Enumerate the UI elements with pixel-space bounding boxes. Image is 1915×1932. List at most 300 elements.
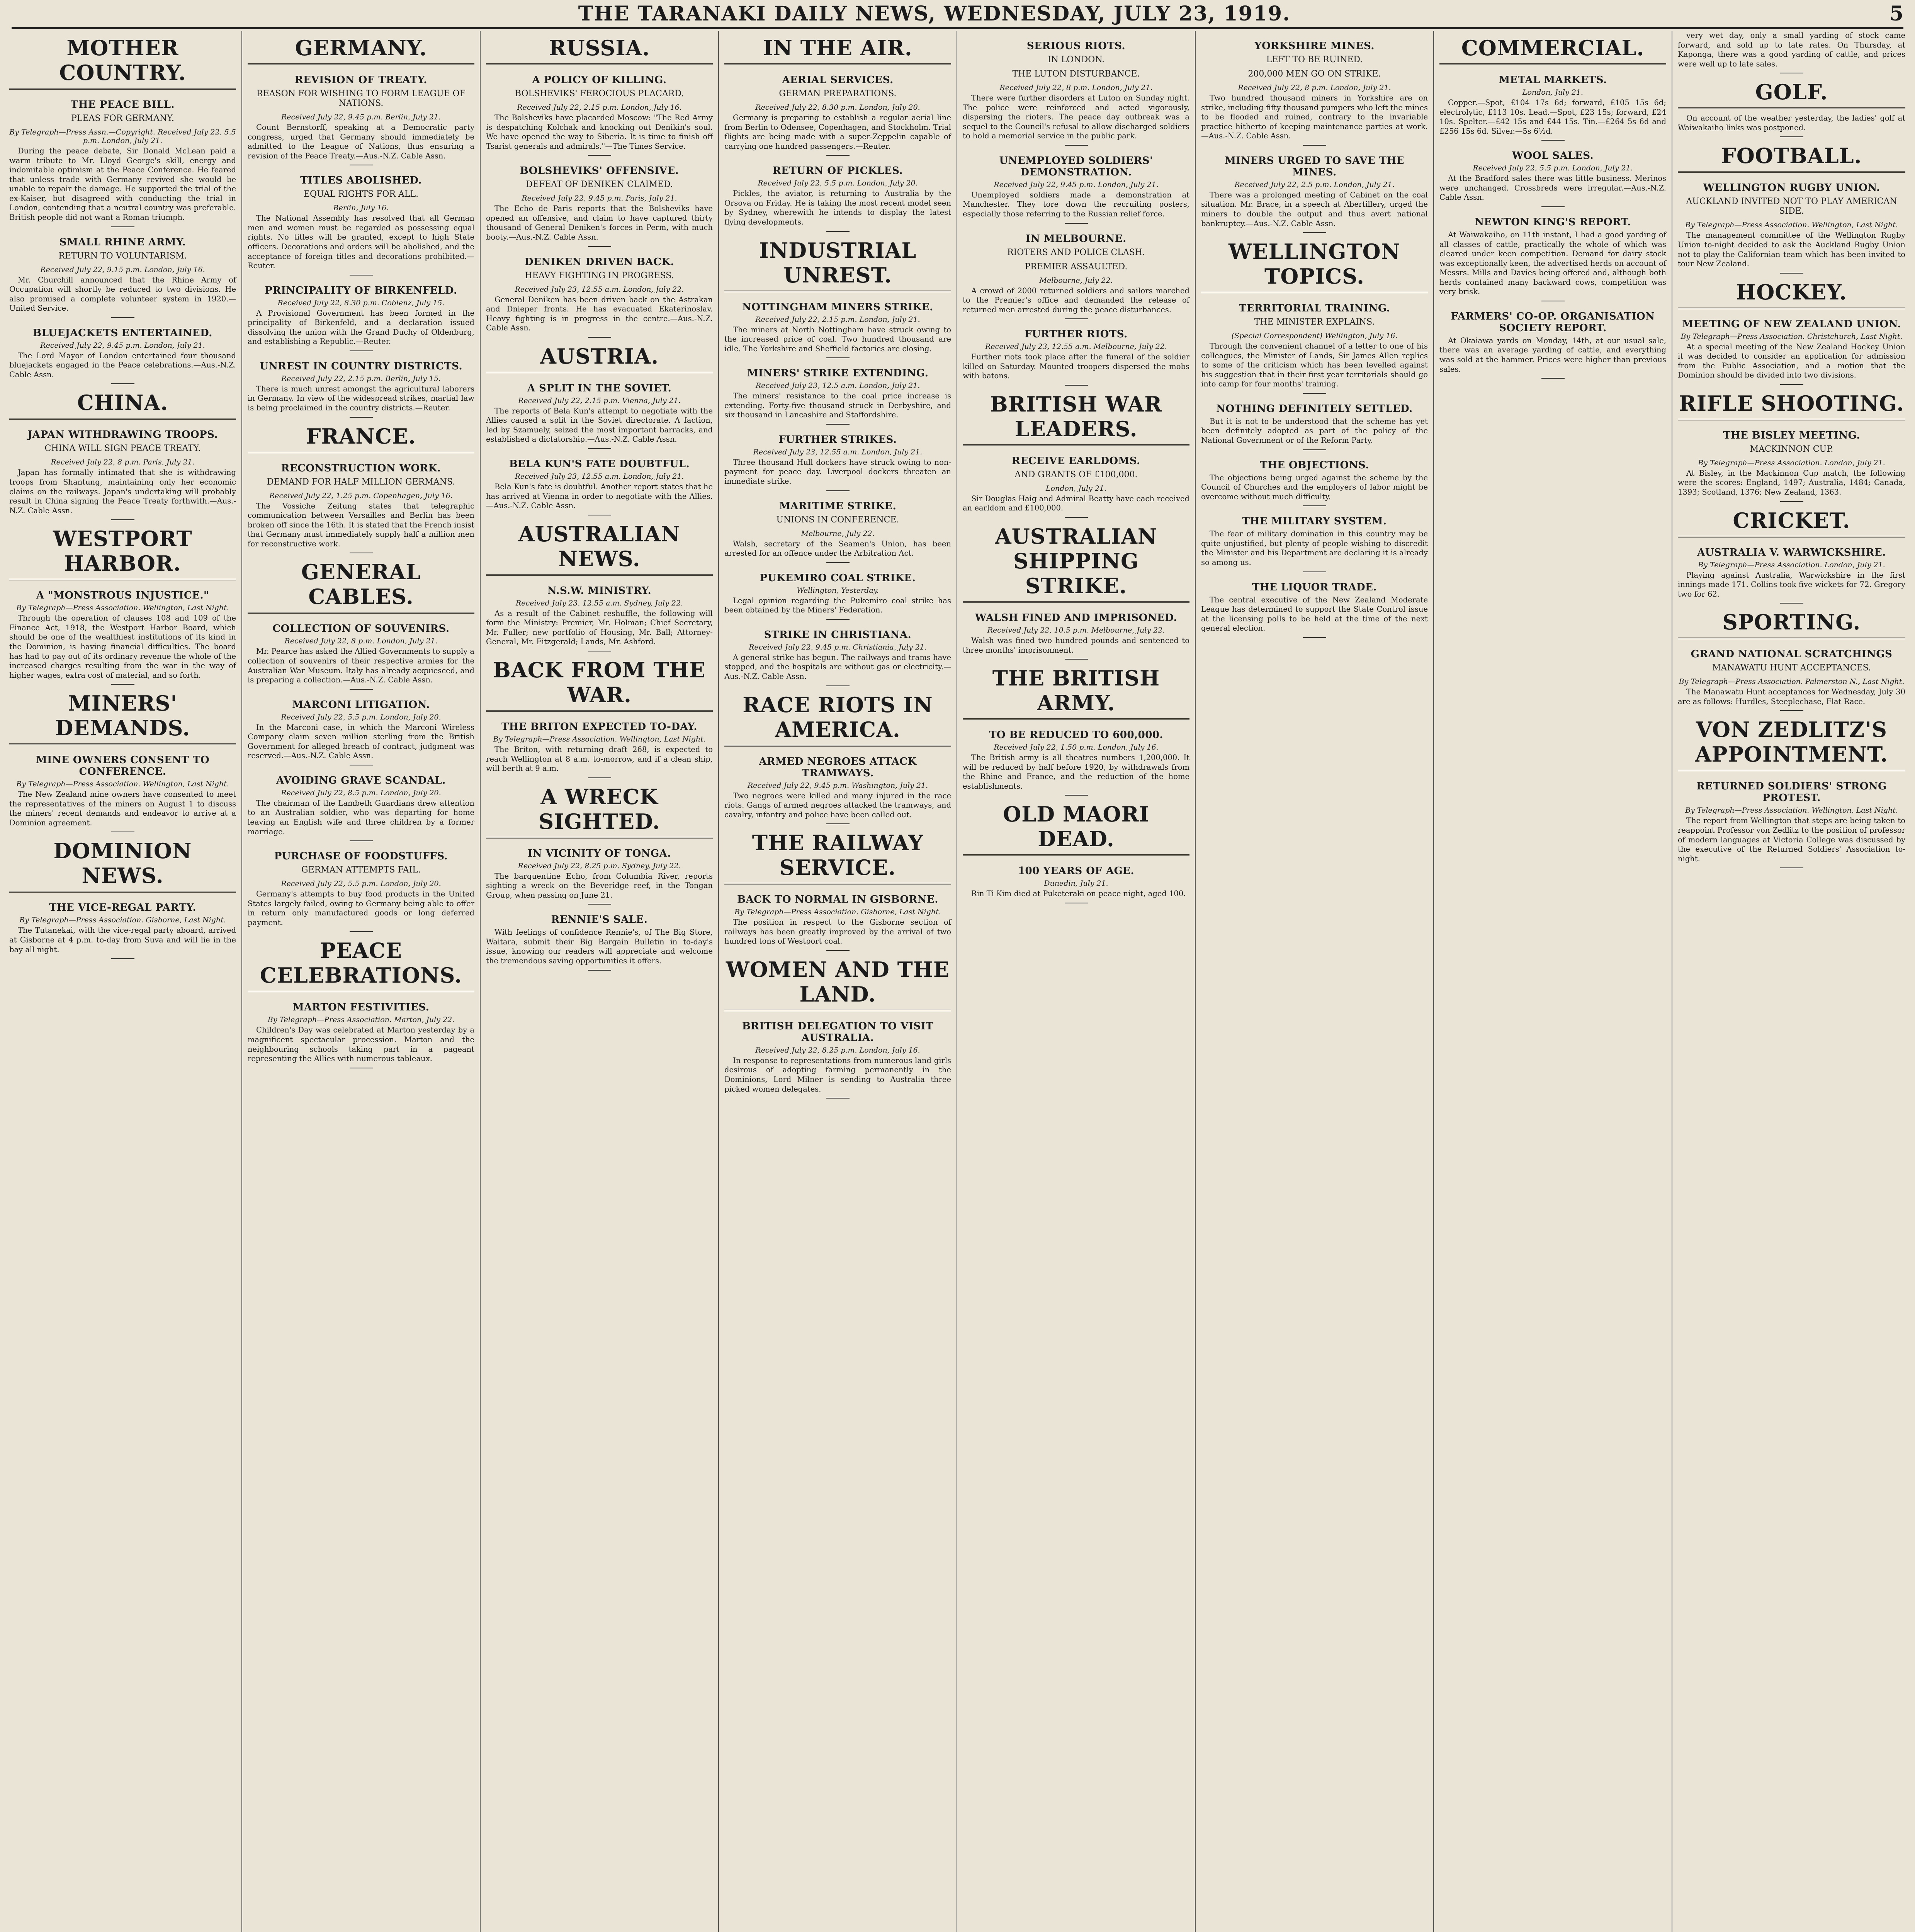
dateline: Received July 23, 12.55 a.m. Sydney, July 22. (515, 599, 683, 607)
article-subheading: PRINCIPALITY OF BIRKENFELD. (265, 284, 457, 296)
article (1201, 403, 1428, 450)
section-heading: RIFLE SHOOTING. (1678, 389, 1905, 420)
article-body: The Manawatu Hunt acceptances for Wednesday, July 30 are as follows: Hurdles, Steeplechase, Flat Race. (1678, 687, 1905, 706)
article-subheading: COLLECTION OF SOUVENIRS. (272, 623, 450, 635)
article (248, 361, 474, 418)
dateline: Received July 22, 5.5 p.m. London, July 20. (281, 713, 441, 721)
article-body: The barquentine Echo, from Columbia River, reports sighting a wreck on the Beveridge reef, in the Tongan Group, when passing on June 21. (486, 871, 713, 900)
article-body: In response to representations from numerous land girls desirous of adopting farming permanently in the Dominions, Lord Milner is sending to Australia three picked women delegates. (724, 1056, 951, 1094)
divider (826, 562, 850, 563)
article (1201, 155, 1428, 233)
article-subheading: 100 YEARS OF AGE. (1018, 865, 1135, 877)
article-subheading: THE LUTON DISTURBANCE. (1012, 69, 1140, 79)
section-heading: RACE RIOTS IN AMERICA. (724, 690, 951, 747)
article-subheading: REASON FOR WISHING TO FORM LEAGUE OF NATIONS. (257, 89, 466, 108)
article (486, 165, 713, 247)
article-subheading: HEAVY FIGHTING IN PROGRESS. (525, 270, 674, 281)
dateline: By Telegraph—Press Association. Wellington, Last Night. (493, 735, 706, 743)
article-subheading: IN LONDON. (1047, 55, 1105, 65)
article-subheading: REVISION OF TREATY. (295, 74, 427, 86)
article-subheading: THE PEACE BILL. (70, 99, 175, 111)
article-subheading: THE OBJECTIONS. (1260, 459, 1369, 471)
article-subheading: DEFEAT OF DENIKEN CLAIMED. (526, 180, 673, 190)
article-body: Germany's attempts to buy food products in the United States largely failed, owing to Germany being able to offer in return only manufactured goods or long deferred payment. (248, 889, 474, 927)
article-subheading: IN VICINITY OF TONGA. (528, 847, 671, 859)
dateline: Dunedin, July 21. (1044, 879, 1108, 888)
divider (826, 619, 850, 620)
divider (826, 823, 850, 824)
dateline: Melbourne, July 22. (801, 529, 875, 538)
article-subheading: NOTHING DEFINITELY SETTLED. (1216, 403, 1413, 415)
article-subheading: YORKSHIRE MINES. (1254, 40, 1375, 52)
article-body: Walsh was fined two hundred pounds and sentenced to three months' imprisonment. (963, 636, 1189, 655)
article-body: The central executive of the New Zealand Moderate League has determined to support the State Control issue at the licensing polls to be held at the time of the next general election. (1201, 595, 1428, 633)
article-subheading: MINERS URGED TO SAVE THE MINES. (1225, 155, 1404, 178)
section-heading: VON ZEDLITZ'S APPOINTMENT. (1678, 715, 1905, 771)
divider (1303, 145, 1326, 146)
article-body: very wet day, only a small yarding of stock came forward, and sold up to late rates. On Thursday, at Kaponga, there was a good yarding of cattle, and prices were well up to late sales. (1678, 31, 1905, 68)
article-subheading: BACK TO NORMAL IN GISBORNE. (737, 894, 938, 906)
article-subheading: MINERS' STRIKE EXTENDING. (747, 367, 929, 379)
section-heading: MOTHER COUNTRY. (9, 33, 236, 90)
section-heading: CHINA. (9, 388, 236, 420)
article (963, 663, 1189, 796)
article-subheading: RECEIVE EARLDOMS. (1012, 455, 1140, 467)
divider (588, 904, 611, 905)
article-subheading: BRITISH DELEGATION TO VISIT AUSTRALIA. (742, 1020, 934, 1044)
dateline: By Telegraph—Press Association. Wellington, Last Night. (1685, 221, 1898, 230)
divider (1065, 517, 1088, 518)
article-subheading: STRIKE IN CHRISTIANA. (764, 629, 912, 641)
article-subheading: NEWTON KING'S REPORT. (1475, 216, 1631, 228)
article (248, 175, 474, 275)
article-body: The National Assembly has resolved that all German men and women must be regarded as possessing equal rights. No titles will be granted, except to high State officers. Decorations and orders will be abolished, and the acceptance of foreign titles and decorations prohibited.—Reuter. (248, 214, 474, 270)
article (1678, 607, 1905, 711)
divider (1780, 710, 1803, 711)
article-subheading: DEMAND FOR HALF MILLION GERMANS. (267, 477, 455, 487)
dateline: Received July 22, 8.25 p.m. London, July 16. (755, 1046, 920, 1054)
article-subheading: METAL MARKETS. (1499, 74, 1607, 86)
dateline: Received July 22, 8 p.m. Paris, July 21. (51, 458, 195, 467)
article (1678, 141, 1905, 273)
dateline: Wellington, Yesterday. (797, 586, 879, 595)
article-body: Rin Ti Kim died at Puketeraki on peace night, aged 100. (971, 889, 1186, 898)
column-8 (1672, 31, 1911, 1932)
article (1439, 33, 1666, 141)
dateline: By Telegraph—Press Association. Christchurch, Last Night. (1681, 332, 1903, 341)
dateline: Received July 22, 9.15 p.m. London, July 16. (40, 265, 205, 274)
article-body: Through the convenient channel of a letter to one of his colleagues, the Minister of Lands, Sir James Allen replies to some of the criticism which has been levelled against his suggestion that in their first year territorials should go into camp for four months' training. (1201, 342, 1428, 389)
article-body: There was a prolonged meeting of Cabinet on the coal situation. Mr. Brace, in a speech at Abertillery, urged the miners to double the output and thus avert national bankruptcy.—Aus.-N.Z. Cable Assn. (1201, 190, 1428, 228)
divider (350, 931, 373, 932)
article-body: At Okaiawa yards on Monday, 14th, at our usual sale, there was an average yarding of cattle, and everything was sold at the hammer. Prices were higher than previous sales. (1439, 336, 1666, 374)
article-body: In the Marconi case, in which the Marconi Wireless Company claim seven million sterling from the British Government for alleged breach of contract, judgment was reserved.—Aus.-N.Z. Cable Assn. (248, 723, 474, 760)
article-body: Through the operation of clauses 108 and 109 of the Finance Act, 1918, the Westport Harbor Board, which should be one of the wealthiest institutions of its kind in the Dominion, is having financial difficulties. The board has had to pay out of its ordinary revenue the whole of the increased charges resulting from the war in the way of higher wages, extra cost of material, and so forth. (9, 614, 236, 680)
article (9, 836, 236, 959)
article (248, 422, 474, 554)
article (724, 434, 951, 491)
article-subheading: PUKEMIRO COAL STRIKE. (760, 572, 916, 584)
article (9, 236, 236, 318)
article (248, 775, 474, 841)
section-heading: AUSTRALIAN NEWS. (486, 519, 713, 576)
dateline: Received July 22, 8.5 p.m. London, July 20. (281, 788, 441, 797)
divider (826, 1098, 850, 1099)
divider (1303, 393, 1326, 394)
section-heading: A WRECK SIGHTED. (486, 782, 713, 838)
article-body: A Provisional Government has been formed in the principality of Birkenfeld, and a declaration issued dissolving the union with the Grand Duchy of Oldenburg, and establishing a Republic.—Reuter. (248, 308, 474, 346)
article-subheading: PLEAS FOR GERMANY. (71, 114, 174, 123)
section-heading: GERMANY. (248, 33, 474, 65)
dateline: Received July 22, 1.50 p.m. London, July 16. (994, 743, 1159, 752)
article-subheading: BOLSHEVIKS' OFFENSIVE. (520, 165, 679, 177)
article (1678, 506, 1905, 604)
article-body: Bela Kun's fate is doubtful. Another report states that he has arrived at Vienna in order to negotiate with the Allies.—Aus.-N.Z. Cable Assn. (486, 482, 713, 510)
article (724, 690, 951, 825)
dateline: Received July 22, 9.45 p.m. London, July 21. (40, 341, 205, 350)
article-subheading: THE VICE-REGAL PARTY. (49, 902, 197, 914)
dateline: By Telegraph—Press Association. London, July 21. (1698, 458, 1885, 467)
article-subheading: EQUAL RIGHTS FOR ALL. (303, 189, 419, 199)
article-subheading: A POLICY OF KILLING. (532, 74, 667, 86)
article (963, 233, 1189, 320)
article-body: Playing against Australia, Warwickshire in the first innings made 171. Collins took five wickets for 72. Gregory two for 62. (1678, 570, 1905, 599)
section-heading: AUSTRALIAN SHIPPING STRIKE. (963, 522, 1189, 603)
dateline: Received July 23, 12.5 a.m. London, July 21. (755, 381, 920, 390)
divider (1065, 223, 1088, 224)
section-heading: GENERAL CABLES. (248, 557, 474, 614)
article (248, 557, 474, 689)
divider (1780, 384, 1803, 385)
divider (1303, 571, 1326, 572)
section-heading: RUSSIA. (486, 33, 713, 65)
article-subheading: FURTHER RIOTS. (1025, 328, 1128, 340)
section-heading: PEACE CELEBRATIONS. (248, 936, 474, 992)
column-1 (4, 31, 242, 1932)
column-2 (242, 31, 481, 1932)
article-body: Pickles, the aviator, is returning to Australia by the Orsova on Friday. He is taking the most recent model seen by Sydney, wherewith he intends to display the latest flying developments. (724, 189, 951, 226)
divider (1303, 637, 1326, 638)
article-subheading: RETURN TO VOLUNTARISM. (58, 251, 187, 261)
article-body: Germany is preparing to establish a regular aerial line from Berlin to Odensee, Copenhagen, and Stockholm. Trial flights are being made with a super-Zeppelin capable of carrying one hundred passengers.—Reuter. (724, 113, 951, 151)
article (724, 367, 951, 425)
dateline: Received July 22, 8 p.m. London, July 21. (999, 83, 1153, 92)
article-subheading: UNEMPLOYED SOLDIERS' DEMONSTRATION. (999, 155, 1153, 178)
article-subheading: JAPAN WITHDRAWING TROOPS. (27, 429, 218, 441)
article-subheading: GRAND NATIONAL SCRATCHINGS (1691, 648, 1893, 660)
article-subheading: N.S.W. MINISTRY. (547, 585, 652, 597)
section-heading: WOMEN AND THE LAND. (724, 955, 951, 1011)
article (486, 914, 713, 970)
article-body: Legal opinion regarding the Pukemiro coal strike has been obtained by the Miners' Federation. (724, 596, 951, 615)
dateline: By Telegraph—Press Association. Wellington, Last Night. (16, 604, 229, 612)
article-body: At a special meeting of the New Zealand Hockey Union it was decided to consider an application for admission from the Public Association, and a motion that the Dominion should be divided into two divisions. (1678, 342, 1905, 380)
article-body: At Waiwakaiho, on 11th instant, I had a good yarding of all classes of cattle, practically the whole of which was cleared under keen competition. Demand for dairy stock was exceptionally keen, the advertised herds on account of Messrs. Mills and Davies being offered and, although both herds contained many backward cows, competition was very brisk. (1439, 230, 1666, 296)
article (1201, 515, 1428, 572)
section-heading: AUSTRIA. (486, 342, 713, 373)
article-subheading: TERRITORIAL TRAINING. (1239, 303, 1390, 315)
article (248, 936, 474, 1068)
article (486, 458, 713, 515)
article (1439, 150, 1666, 207)
article-subheading: PURCHASE OF FOODSTUFFS. (274, 850, 448, 862)
dateline: Received July 22, 2.5 p.m. London, July 21. (1234, 180, 1395, 189)
divider (1780, 273, 1803, 274)
article-body: The report from Wellington that steps are being taken to reappoint Professor von Zedlitz to the position of professor of modern languages at Victoria College was discussed by the executive of the Returned Soldiers' Association to-night. (1678, 816, 1905, 863)
article (248, 33, 474, 165)
dateline: Received July 22, 9.45 p.m. Paris, July 21. (522, 194, 677, 203)
article-subheading: 200,000 MEN GO ON STRIKE. (1248, 69, 1381, 79)
dateline: (Special Correspondent) Wellington, July 16. (1231, 332, 1398, 340)
article (486, 782, 713, 905)
dateline: Received July 22, 8.25 p.m. Sydney, July 22. (518, 861, 681, 870)
dateline: Received July 22, 9.45 p.m. Washington, July 21. (747, 781, 928, 790)
article-subheading: THE BISLEY MEETING. (1723, 429, 1860, 441)
dateline: Received July 22, 10.5 p.m. Melbourne, July 22. (987, 626, 1165, 634)
article (248, 285, 474, 351)
divider (350, 350, 373, 351)
article-body: The Echo de Paris reports that the Bolsheviks have opened an offensive, and claim to have captured thirty thousand of General Deniken's forces in Perm, with much booty.—Aus.-N.Z. Cable Assn. (486, 204, 713, 242)
dateline: By Telegraph—Press Association. Wellington, Last Night. (1685, 806, 1898, 815)
divider (826, 424, 850, 425)
article (1678, 31, 1905, 73)
article (724, 629, 951, 686)
article-subheading: BLUEJACKETS ENTERTAINED. (33, 327, 212, 339)
dateline: By Telegraph—Press Association. Palmerston N., Last Night. (1679, 677, 1905, 686)
section-heading: CRICKET. (1678, 506, 1905, 537)
divider (1541, 206, 1565, 207)
divider (1065, 795, 1088, 796)
article-subheading: FURTHER STRIKES. (778, 434, 897, 446)
section-heading: INDUSTRIAL UNREST. (724, 236, 951, 292)
divider (1780, 603, 1803, 604)
article (486, 655, 713, 778)
article-subheading: DENIKEN DRIVEN BACK. (524, 256, 675, 268)
article-subheading: GERMAN ATTEMPTS FAIL. (301, 865, 421, 875)
article-body: The chairman of the Lambeth Guardians drew attention to an Australian soldier, who was departing for home leaving an English wife and three children by a former marriage. (248, 798, 474, 836)
article (724, 500, 951, 563)
dateline: Received July 23, 12.55 a.m. London, July 21. (753, 447, 923, 456)
page-number: 5 (1889, 2, 1903, 26)
article-subheading: TO BE REDUCED TO 600,000. (989, 729, 1163, 741)
article (248, 699, 474, 765)
divider (588, 246, 611, 247)
divider (826, 490, 850, 491)
divider (350, 417, 373, 418)
dateline: By Telegraph—Press Association. London, July 21. (1698, 560, 1885, 569)
section-heading: BACK FROM THE WAR. (486, 655, 713, 712)
article-subheading: SERIOUS RIOTS. (1026, 40, 1126, 52)
article-subheading: MACKINNON CUP. (1750, 444, 1833, 454)
divider (1541, 378, 1565, 379)
article-subheading: MARITIME STRIKE. (779, 500, 897, 512)
article-body: The Lord Mayor of London entertained four thousand bluejackets engaged in the Peace celebrations.—Aus.-N.Z. Cable Assn. (9, 351, 236, 379)
section-heading: OLD MAORI DEAD. (963, 799, 1189, 856)
article (1439, 216, 1666, 301)
section-heading: IN THE AIR. (724, 33, 951, 65)
divider (826, 685, 850, 686)
article-body: Children's Day was celebrated at Marton yesterday by a magnificent spectacular procession. Marton and the neighbouring schools taking part in a pageant representing the Allies with numerous tableaux. (248, 1026, 474, 1063)
divider (1065, 385, 1088, 386)
article-subheading: UNREST IN COUNTRY DISTRICTS. (259, 360, 463, 372)
article (1439, 311, 1666, 379)
dateline: Received July 22, 9.45 p.m. London, July 21. (994, 180, 1159, 189)
article-subheading: RETURNED SOLDIERS' STRONG PROTEST. (1696, 781, 1887, 804)
article-subheading: THE BRITON EXPECTED TO-DAY. (501, 721, 698, 733)
article-body: During the peace debate, Sir Donald McLean paid a warm tribute to Mr. Lloyd George's skill, energy and indomitable optimism at the Peace Conference. He feared that unless trade with Germany revived she would be unable to repair the damage. He supported the trial of the ex-Kaiser, but disagreed with conducting the trial in London, contending that a neutral country was preferable. British people did not want a Roman triumph. (9, 146, 236, 222)
article (486, 33, 713, 156)
divider (111, 317, 134, 318)
article-subheading: GERMAN PREPARATIONS. (779, 89, 897, 99)
dateline: Received July 23, 12.55 a.m. London, July 22. (515, 285, 684, 294)
article-subheading: LEFT TO BE RUINED. (1266, 55, 1363, 65)
dateline: Received July 22, 2.15 p.m. London, July 21. (755, 315, 920, 324)
divider (588, 777, 611, 778)
article-subheading: AVOIDING GRAVE SCANDAL. (276, 774, 446, 786)
article-body: The reports of Bela Kun's attempt to negotiate with the Allies caused a split in the Soviet directorate. A faction, led by Szamuely, seized the most important barracks, and established a dictatorship.—Aus.-N.Z. Cable Assn. (486, 406, 713, 444)
dateline: Received July 23, 12.55 a.m. Melbourne, July 22. (985, 342, 1167, 351)
dateline: Received July 22, 9.45 p.m. Christiania, July 21. (749, 643, 927, 651)
article (1201, 582, 1428, 638)
column-7 (1434, 31, 1672, 1932)
section-heading: THE BRITISH ARMY. (963, 663, 1189, 720)
divider (350, 689, 373, 690)
article-subheading: ARMED NEGROES ATTACK TRAMWAYS. (759, 755, 917, 779)
divider (1065, 145, 1088, 146)
article-subheading: THE MILITARY SYSTEM. (1242, 515, 1387, 527)
dateline: Received July 22, 8 p.m. London, July 21. (1238, 83, 1391, 92)
dateline: Received July 22, 8.30 p.m. London, July 20. (755, 103, 920, 112)
dateline: Received July 22, 5.5 p.m. London, July 21. (1473, 164, 1633, 173)
article-subheading: A "MONSTROUS INJUSTICE." (36, 590, 209, 602)
article (963, 389, 1189, 518)
divider (588, 448, 611, 449)
article (724, 828, 951, 951)
article (963, 328, 1189, 386)
article-columns (4, 31, 1911, 1932)
section-heading: HOCKEY. (1678, 277, 1905, 309)
dateline: Received July 22, 8 p.m. London, July 21. (284, 637, 438, 646)
article (9, 327, 236, 384)
dateline: Received July 22, 8.30 p.m. Coblenz, July 15. (277, 298, 445, 307)
article-body: The position in respect to the Gisborne section of railways has been greatly improved by the arrival of two hundred tons of Westport coal. (724, 918, 951, 946)
section-heading: WESTPORT HARBOR. (9, 524, 236, 580)
article-body: The British army is all theatres numbers 1,200,000. It will be reduced by half before 1920, by withdrawals from the Rhine and France, and the reduction of the home establishments. (963, 753, 1189, 791)
divider (1303, 232, 1326, 233)
article-body: Sir Douglas Haig and Admiral Beatty have each received an earldom and £100,000. (963, 494, 1189, 513)
article-subheading: AND GRANTS OF £100,000. (1014, 469, 1138, 480)
article-body: Unemployed soldiers made a demonstration at Manchester. They tore down the recruiting posters, especially those referring to the Russian relief force. (963, 190, 1189, 218)
article-subheading: MEETING OF NEW ZEALAND UNION. (1682, 318, 1901, 330)
article-subheading: FARMERS' CO-OP. ORGANISATION SOCIETY REPORT. (1451, 310, 1655, 334)
divider (1780, 501, 1803, 502)
divider (111, 383, 134, 384)
article (1678, 277, 1905, 385)
divider (826, 950, 850, 951)
article-subheading: THE MINISTER EXPLAINS. (1254, 317, 1375, 327)
article-body: The miners' resistance to the coal price increase is extending. Forty-five thousand struck in Derbyshire, and six thousand in Lancashire and Staffordshire. (724, 391, 951, 420)
article (9, 33, 236, 227)
article-subheading: MARCONI LITIGATION. (292, 699, 430, 711)
dateline: Received July 22, 5.5 p.m. London, July 20. (758, 179, 918, 188)
dateline: Received July 22, 2.15 p.m. Vienna, July 21. (518, 396, 681, 405)
article (724, 955, 951, 1099)
divider (588, 155, 611, 156)
divider (588, 970, 611, 971)
divider (1303, 505, 1326, 506)
article-body: Mr. Churchill announced that the Rhine Army of Occupation will shortly be reduced to two divisions. He also promised a complete volunteer system in 1920.—United Service. (9, 275, 236, 313)
section-heading: MINERS' DEMANDS. (9, 689, 236, 745)
dateline: Received July 22, 2.15 p.m. Berlin, July 15. (281, 374, 441, 383)
article-subheading: RENNIE'S SALE. (551, 914, 648, 926)
article-subheading: MARTON FESTIVITIES. (292, 1002, 430, 1014)
article-subheading: MINE OWNERS CONSENT TO CONFERENCE. (36, 754, 210, 778)
article-body: At the Bradford sales there was little business. Merinos were unchanged. Crossbreds were irregular.—Aus.-N.Z. Cable Assn. (1439, 174, 1666, 202)
article-body: The miners at North Nottingham have struck owing to the increased price of coal. Two hundred thousand are idle. The Yorkshire and Sheffield factories are closing. (724, 325, 951, 353)
divider (588, 337, 611, 338)
article (1201, 237, 1428, 394)
section-heading: DOMINION NEWS. (9, 836, 236, 893)
article-body: The fear of military domination in this country may be quite unjustified, but plenty of people wishing to discredit the Minister and his Department are declaring it is already so among us. (1201, 529, 1428, 567)
article (1201, 40, 1428, 146)
article (248, 850, 474, 932)
divider (1065, 318, 1088, 319)
divider (826, 155, 850, 156)
article (963, 155, 1189, 224)
article (9, 388, 236, 520)
article-subheading: CHINA WILL SIGN PEACE TREATY. (44, 444, 201, 454)
article (486, 256, 713, 338)
masthead (12, 0, 1903, 29)
section-heading: THE RAILWAY SERVICE. (724, 828, 951, 884)
article-subheading: TITLES ABOLISHED. (300, 175, 422, 187)
divider (1780, 867, 1803, 868)
article-subheading: MANAWATU HUNT ACCEPTANCES. (1712, 663, 1871, 673)
article (963, 522, 1189, 660)
article-body: As a result of the Cabinet reshuffle, the following will form the Ministry: Premier, Mr. Holman; Chief Secretary, Mr. Fuller; new portfolio of Housing, Mr. Ball; Attorney-General, Mr. Fitzgerald; Lands, Mr. Ashford. (486, 609, 713, 646)
article-body: Further riots took place after the funeral of the soldier killed on Saturday. Mounted troopers dispersed the mobs with batons. (963, 352, 1189, 381)
article-body: Two negroes were killed and many injured in the race riots. Gangs of armed negroes attacked the tramways, and cavalry, infantry and police have been called out. (724, 791, 951, 819)
section-heading: BRITISH WAR LEADERS. (963, 389, 1189, 446)
column-5 (957, 31, 1196, 1932)
article (9, 689, 236, 832)
article-body: General Deniken has been driven back on the Astrakan and Dnieper fronts. He has evacuated Ekaterinoslav. Heavy fighting is in progress in the centre.—Aus.-N.Z. Cable Assn. (486, 295, 713, 333)
divider (826, 357, 850, 358)
dateline: Melbourne, July 22. (1039, 276, 1113, 285)
section-heading: FOOTBALL. (1678, 141, 1905, 173)
article-subheading: AERIAL SERVICES. (782, 74, 894, 86)
article-body: The New Zealand mine owners have consented to meet the representatives of the miners on August 1 to discuss the miners' recent demands and endeavor to arrive at a Dominion agreement. (9, 790, 236, 827)
article-body: Count Bernstorff, speaking at a Democratic party congress, urged that Germany should immediately be admitted to the League of Nations, thus ensuring a revision of the Peace Treaty.—Aus.-N.Z. Cable Assn. (248, 123, 474, 160)
section-heading: GOLF. (1678, 77, 1905, 109)
article-subheading: WOOL SALES. (1512, 150, 1594, 162)
dateline: London, July 21. (1045, 484, 1107, 493)
article-subheading: A SPLIT IN THE SOVIET. (527, 382, 672, 394)
divider (1780, 136, 1803, 137)
article-body: A crowd of 2000 returned soldiers and sailors marched to the Premier's office and demanded the release of returned men arrested during the peace disturbances. (963, 286, 1189, 314)
divider (350, 275, 373, 276)
article (1678, 389, 1905, 502)
article-subheading: RETURN OF PICKLES. (772, 165, 903, 177)
article-body: Walsh, secretary of the Seamen's Union, has been arrested for an offence under the Arbitration Act. (724, 539, 951, 558)
article-subheading: AUCKLAND INVITED NOT TO PLAY AMERICAN SIDE. (1686, 197, 1897, 216)
article-subheading: NOTTINGHAM MINERS STRIKE. (742, 301, 933, 313)
section-heading: FRANCE. (248, 422, 474, 453)
article (724, 236, 951, 359)
dateline: By Telegraph—Press Association. Gisborne, Last Night. (19, 916, 226, 925)
article-body: The management committee of the Wellington Rugby Union to-night decided to ask the Auckland Rugby Union not to play the Californian team which has been invited to tour New Zealand. (1678, 231, 1905, 269)
article-body: Three thousand Hull dockers have struck owing to non-payment for peace day. Liverpool dockers threaten an immediate strike. (724, 457, 951, 486)
